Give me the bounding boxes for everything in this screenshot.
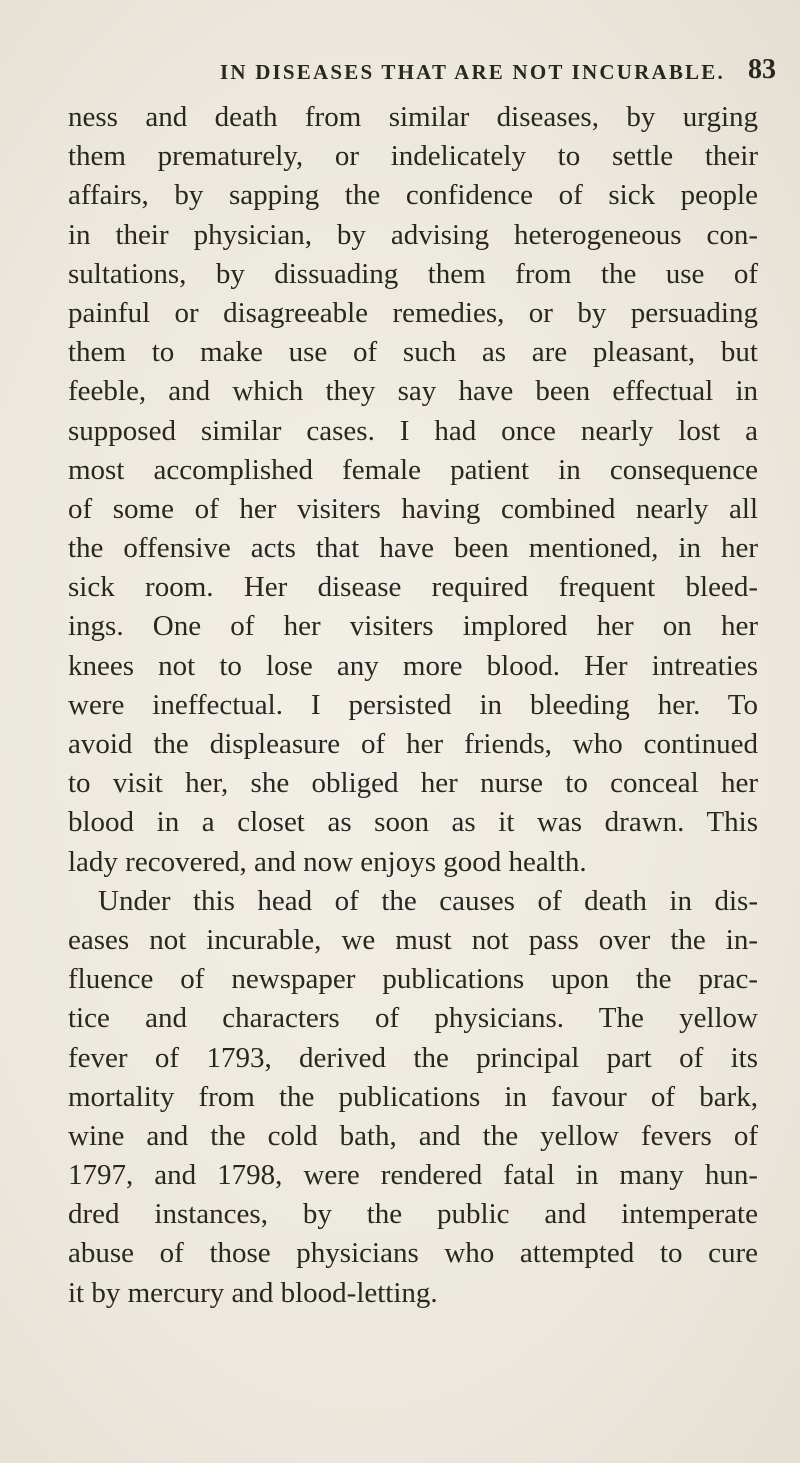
text-line: eases not incurable, we must not pass over the in-: [68, 923, 758, 956]
text-line: painful or disagreeable remedies, or by persuading: [68, 296, 758, 329]
text-line: knees not to lose any more blood. Her intreaties: [68, 649, 758, 682]
text-line: them to make use of such as are pleasant, but: [68, 336, 758, 369]
text-line: supposed similar cases. I had once nearly lost a: [68, 414, 758, 447]
text-line: fever of 1793, derived the principal part of its: [68, 1041, 758, 1074]
text-line: affairs, by sapping the confidence of sick people: [68, 179, 758, 212]
text-line: the offensive acts that have been mentioned, in her: [68, 532, 758, 565]
text-line: sultations, by dissuading them from the use of: [68, 257, 758, 290]
text-line: feeble, and which they say have been effectual in: [68, 375, 758, 408]
text-line: 1797, and 1798, were rendered fatal in many hun-: [68, 1159, 758, 1192]
text-line: of some of her visiters having combined nearly all: [68, 492, 758, 525]
text-line: it by mercury and blood-letting.: [68, 1276, 438, 1309]
text-line: dred instances, by the public and intemperate: [68, 1198, 758, 1231]
text-line: were ineffectual. I persisted in bleeding her. To: [68, 688, 758, 721]
text-line: ness and death from similar diseases, by urging: [68, 101, 758, 133]
text-line: mortality from the publications in favour of bark,: [68, 1080, 758, 1113]
text-line: ings. One of her visiters implored her on her: [68, 610, 758, 643]
running-head: [0, 54, 800, 94]
running-title: IN DISEASES THAT ARE NOT INCURABLE.: [220, 60, 725, 84]
text-line: fluence of newspaper publications upon the prac-: [68, 963, 758, 996]
text-line: Under this head of the causes of death in dis-: [98, 884, 758, 917]
text-line: to visit her, she obliged her nurse to conceal her: [68, 767, 758, 800]
text-line: tice and characters of physicians. The yellow: [68, 1002, 758, 1035]
text-line: most accomplished female patient in consequence: [68, 453, 758, 486]
text-line: wine and the cold bath, and the yellow fevers of: [68, 1119, 758, 1152]
page-number: 83: [748, 54, 776, 85]
text-line: in their physician, by advising heterogeneous con-: [68, 218, 758, 251]
text-line: abuse of those physicians who attempted to cure: [68, 1237, 758, 1270]
text-line: avoid the displeasure of her friends, who continued: [68, 728, 758, 760]
text-line: them prematurely, or indelicately to settle their: [68, 140, 758, 173]
text-line: lady recovered, and now enjoys good health.: [68, 845, 587, 878]
text-line: sick room. Her disease required frequent bleed-: [68, 571, 758, 604]
body-text: [68, 98, 758, 1313]
text-line: blood in a closet as soon as it was drawn. This: [68, 806, 758, 839]
